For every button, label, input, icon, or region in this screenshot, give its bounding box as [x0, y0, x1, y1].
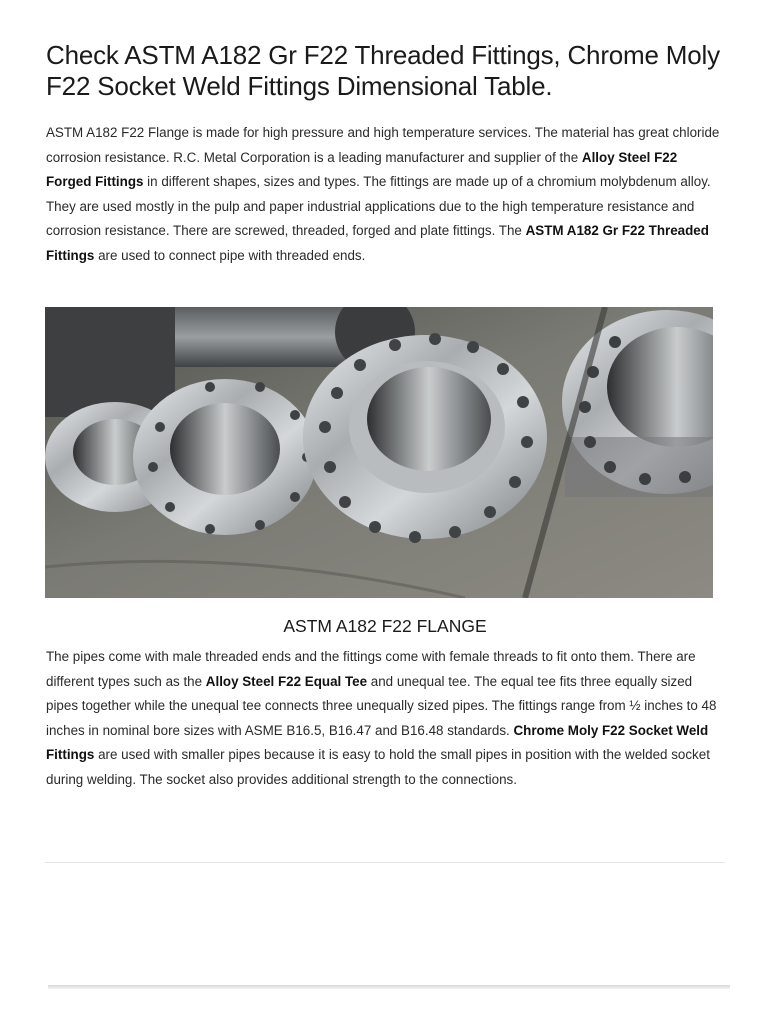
alloy-steel-forged-fittings-bold: Alloy Steel F22 Forged Fittings [46, 149, 678, 190]
details-text-2: and unequal tee. The equal tee fits three equally sized pipes together while the unequal tee connects three unequally sized pipes. The fittings range from ½ inches to 48 inches in nominal bore sizes with ASME B16.5, B16.47 and B16.48 standards. [46, 673, 717, 738]
details-text-3: are used with smaller pipes because it is easy to hold the small pipes in position with the welded socket during welding. The socket also provides additional strength to the connections. [46, 747, 710, 787]
bottom-panel-edge [48, 985, 730, 989]
details-paragraph [46, 645, 722, 793]
intro-text-1: ASTM A182 F22 Flange is made for high pressure and high temperature services. The material has great chloride corrosion resistance. R.C. Metal Corporation is a leading manufacturer and supplier of the [46, 125, 720, 165]
socket-weld-fittings-bold: Chrome Moly F22 Socket Weld Fittings [46, 722, 709, 763]
threaded-fittings-bold: ASTM A182 Gr F22 Threaded Fittings [46, 223, 709, 263]
intro-paragraph [46, 121, 722, 269]
flange-photo [45, 307, 713, 598]
section-divider [45, 862, 725, 863]
equal-tee-bold: Alloy Steel F22 Equal Tee [205, 673, 368, 689]
intro-text-2: in different shapes, sizes and types. The fittings are made up of a chromium molybdenum alloy. They are used mostly in the pulp and paper industrial applications due to the high temperature resistance and corrosion resistance. There are screwed, threaded, forged and plate fittings. The [46, 174, 711, 239]
intro-text-3: are used to connect pipe with threaded ends. [94, 247, 366, 263]
image-caption: ASTM A182 F22 FLANGE [283, 616, 487, 636]
page-title: Check ASTM A182 Gr F22 Threaded Fittings, Chrome Moly F22 Socket Weld Fittings Dimensional Table. [46, 40, 720, 101]
details-text-1: The pipes come with male threaded ends and the fittings come with female threads to fit onto them. There are different types such as the [46, 649, 696, 689]
